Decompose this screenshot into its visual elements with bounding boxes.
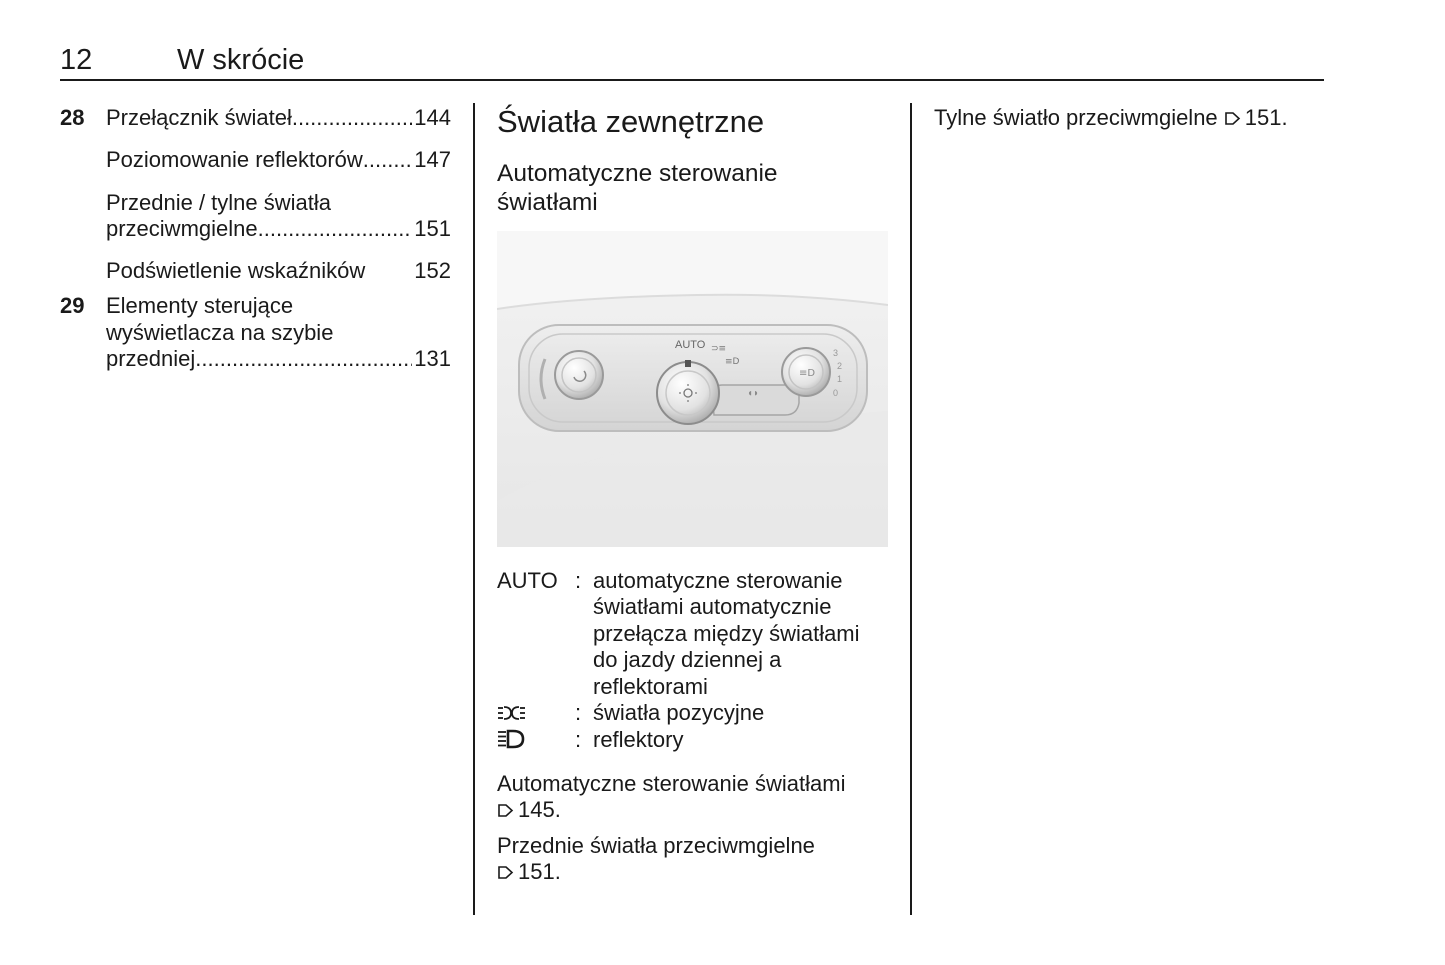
toc-entry-text: Poziomowanie reflektorów: [106, 147, 363, 172]
toc-entry-hud-line1: Elementy sterujące: [106, 293, 294, 318]
legend-text-line: do jazdy dziennej a: [593, 647, 782, 672]
toc-entry-hud[interactable]: [106, 346, 451, 373]
arrow-ref-icon: [497, 802, 514, 819]
reference-rear-fog-light[interactable]: [934, 105, 1288, 132]
reference-link[interactable]: [497, 859, 561, 886]
arrow-ref-icon: [1224, 110, 1241, 127]
toc-entry-fog-lights[interactable]: [106, 216, 451, 243]
toc-entry-page: 152: [414, 258, 451, 283]
toc-entry-page: 144: [414, 105, 451, 130]
svg-text:2: 2: [837, 361, 843, 371]
reference-page: 145.: [518, 797, 561, 822]
legend-key-auto: AUTO: [497, 568, 558, 593]
svg-text:⊃≡: ⊃≡: [711, 344, 727, 354]
reference-link[interactable]: [497, 797, 561, 824]
toc-entry-instrument-illumination[interactable]: [106, 258, 451, 285]
toc-entry-page: 131: [414, 346, 451, 371]
legend-sep: :: [575, 568, 582, 593]
page-title: W skrócie: [177, 44, 305, 76]
entry-number-28: 28: [60, 105, 85, 130]
side-light-icon: [497, 703, 527, 723]
toc-entry-text: Podświetlenie wskaźników: [106, 258, 366, 283]
page-number: 12: [60, 44, 93, 76]
toc-entry-light-switch[interactable]: [106, 105, 451, 132]
column-divider-left: [473, 103, 475, 915]
reference-page: 151.: [1244, 105, 1288, 130]
entry-number-29: 29: [60, 293, 85, 318]
legend-sep: :: [575, 727, 582, 752]
arrow-ref-icon: [497, 864, 514, 881]
toc-entry-text: przedniej: [106, 346, 196, 371]
toc-entry-text: Przełącznik świateł: [106, 105, 292, 130]
legend-sep: :: [575, 700, 582, 725]
subsection-heading-line2: światłami: [497, 189, 598, 216]
toc-entry-page: 147: [414, 147, 451, 172]
legend-text-line: reflektory: [593, 727, 684, 752]
svg-text:0: 0: [833, 388, 839, 398]
toc-entry-hud-line2: wyświetlacza na szybie: [106, 320, 334, 345]
section-heading: Światła zewnętrzne: [497, 104, 765, 139]
reference-text: Tylne światło przeciwmgielne: [934, 105, 1218, 130]
svg-text:≡D: ≡D: [799, 368, 816, 379]
svg-text:≡D: ≡D: [725, 357, 740, 367]
legend-text-line: reflektorami: [593, 674, 708, 699]
light-switch-illustration: [497, 231, 888, 547]
svg-text:1: 1: [837, 374, 843, 384]
svg-text:3: 3: [833, 348, 839, 358]
column-divider-right: [910, 103, 912, 915]
header-rule: [60, 79, 1324, 81]
reference-front-fog-lights: Przednie światła przeciwmgielne: [497, 833, 815, 858]
toc-entry-page: 151: [414, 216, 451, 241]
svg-text:◖◗: ◖◗: [747, 388, 760, 399]
legend-text-line: światła pozycyjne: [593, 700, 765, 725]
toc-entry-text: przeciwmgielne: [106, 216, 258, 241]
toc-entry-headlight-range[interactable]: [106, 147, 451, 174]
toc-entry-fog-lights-line1: Przednie / tylne światła: [106, 190, 331, 215]
reference-page: 151.: [518, 859, 561, 884]
legend-text-line: światłami automatycznie: [593, 594, 832, 619]
figure-label-auto: AUTO: [675, 339, 706, 351]
reference-auto-light-control: Automatyczne sterowanie światłami: [497, 771, 846, 796]
legend-text-line: automatyczne sterowanie: [593, 568, 843, 593]
subsection-heading-line1: Automatyczne sterowanie: [497, 160, 778, 187]
headlight-icon: [497, 729, 527, 749]
legend-text-line: przełącza między światłami: [593, 621, 860, 646]
